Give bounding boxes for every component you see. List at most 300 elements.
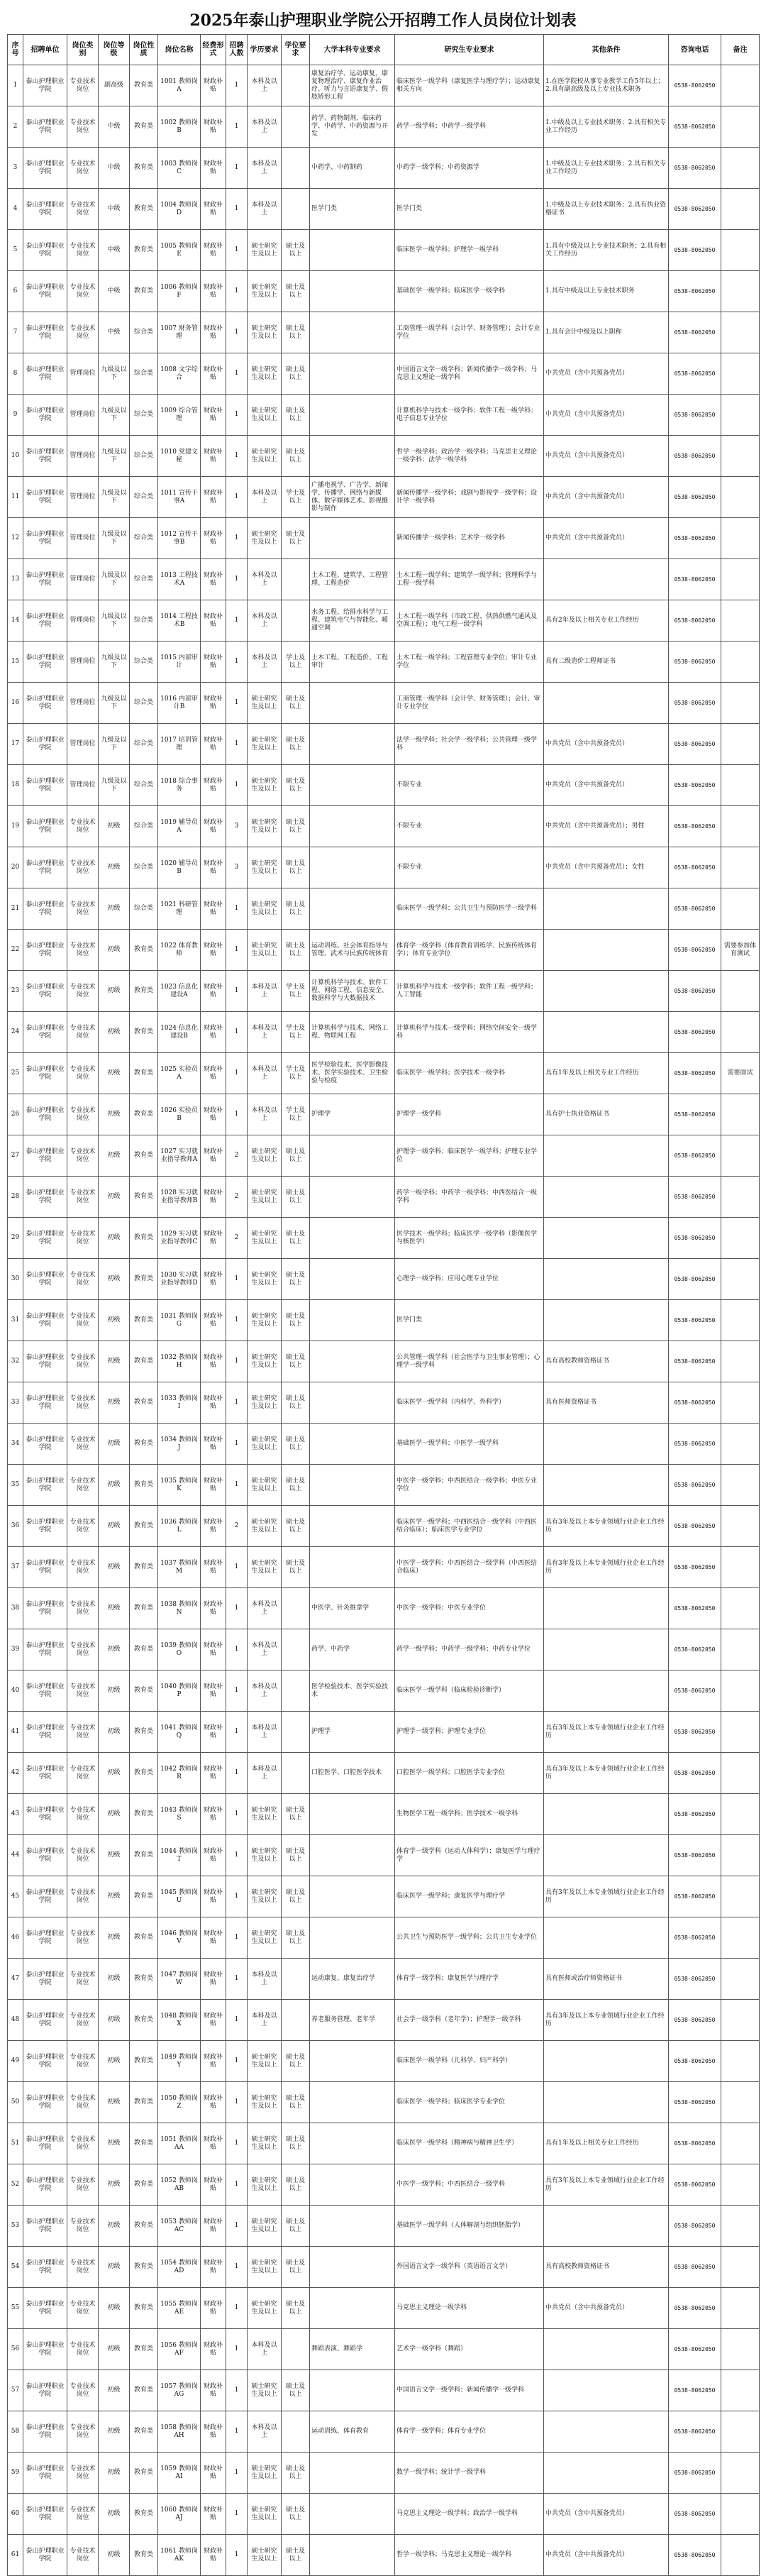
table-cell: 12	[8, 518, 23, 559]
table-cell	[721, 353, 760, 395]
table-cell: 13	[8, 559, 23, 600]
table-cell	[310, 2494, 395, 2535]
table-cell: 教育类	[130, 2411, 158, 2453]
table-cell: 初级	[99, 888, 130, 930]
table-cell: 硕士研究生及以上	[248, 1177, 282, 1218]
table-cell: 体育学一级学科（体育教育训练学、民族传统体育学）；体育专业学位	[395, 930, 544, 971]
table-cell: 1002 教师岗B	[158, 106, 201, 148]
table-cell: 药学一级学科；中药学一级学科	[395, 106, 544, 148]
table-cell: 1	[8, 65, 23, 106]
table-cell: 药学一级学科；中药学一级学科；中西医结合一级学科	[395, 1177, 544, 1218]
table-row	[8, 271, 760, 312]
table-cell: 1	[226, 2288, 248, 2329]
table-cell: 教育类	[130, 1712, 158, 1753]
table-cell: 泰山护理职业学院	[23, 1465, 67, 1506]
table-cell: 49	[8, 2041, 23, 2082]
table-cell: 硕士及以上	[282, 806, 310, 847]
table-cell: 管理岗位	[67, 436, 99, 477]
table-cell: 教育类	[130, 106, 158, 148]
table-cell: 泰山护理职业学院	[23, 477, 67, 518]
table-cell	[544, 1629, 669, 1670]
table-cell	[721, 518, 760, 559]
table-cell	[282, 1670, 310, 1712]
table-cell: 硕士研究生及以上	[248, 2247, 282, 2288]
table-cell: 61	[8, 2535, 23, 2576]
table-cell	[544, 2370, 669, 2411]
table-cell: 财政补贴	[201, 642, 226, 683]
table-cell: 运动康复、康复治疗学	[310, 1959, 395, 2000]
table-cell: 专业技术岗位	[67, 230, 99, 271]
table-cell	[721, 65, 760, 106]
table-cell	[310, 1341, 395, 1382]
table-cell: 硕士研究生及以上	[248, 724, 282, 765]
table-cell: 财政补贴	[201, 312, 226, 353]
table-cell: 0538-8062050	[669, 2453, 721, 2494]
table-cell: 基础医学一级学科；临床医学一级学科	[395, 271, 544, 312]
table-cell: 硕士及以上	[282, 930, 310, 971]
table-cell: 硕士及以上	[282, 1876, 310, 1917]
column-header: 大学本科专业要求	[310, 35, 395, 65]
table-cell	[310, 683, 395, 724]
table-cell: 泰山护理职业学院	[23, 930, 67, 971]
table-cell: 财政补贴	[201, 1053, 226, 1094]
table-cell: 硕士及以上	[282, 2123, 310, 2164]
table-cell: 专业技术岗位	[67, 971, 99, 1012]
table-cell: 0538-8062050	[669, 477, 721, 518]
table-cell: 1008 文字综合	[158, 353, 201, 395]
table-cell: 教育类	[130, 1382, 158, 1424]
table-cell: 1028 实习就业指导教师B	[158, 1177, 201, 1218]
table-cell: 专业技术岗位	[67, 847, 99, 888]
table-cell: 0538-8062050	[669, 2494, 721, 2535]
table-cell: 专业技术岗位	[67, 189, 99, 230]
table-cell	[721, 1300, 760, 1341]
table-cell: 护理学	[310, 1094, 395, 1135]
table-cell: 硕士研究生及以上	[248, 1835, 282, 1876]
table-row	[8, 1670, 760, 1712]
table-cell: 1013 工程技术A	[158, 559, 201, 600]
table-cell: 泰山护理职业学院	[23, 600, 67, 642]
table-cell: 教育类	[130, 65, 158, 106]
table-cell: 51	[8, 2123, 23, 2164]
table-cell: 硕士及以上	[282, 312, 310, 353]
table-cell: 综合类	[130, 312, 158, 353]
table-cell: 硕士研究生及以上	[248, 1424, 282, 1465]
table-cell: 初级	[99, 1341, 130, 1382]
table-cell: 0538-8062050	[669, 1588, 721, 1629]
table-cell: 1004 教师岗D	[158, 189, 201, 230]
table-cell: 硕士研究生及以上	[248, 847, 282, 888]
table-cell	[721, 642, 760, 683]
table-cell: 护理学一级学科	[395, 1094, 544, 1135]
table-cell: 财政补贴	[201, 1794, 226, 1835]
table-cell: 泰山护理职业学院	[23, 1135, 67, 1177]
table-cell: 硕士及以上	[282, 395, 310, 436]
table-cell: 专业技术岗位	[67, 2411, 99, 2453]
table-cell: 中国语言文学一级学科；新闻传播学一级学科	[395, 2370, 544, 2411]
table-cell: 0538-8062050	[669, 1753, 721, 1794]
table-row	[8, 1712, 760, 1753]
table-cell: 综合类	[130, 518, 158, 559]
table-cell: 财政补贴	[201, 148, 226, 189]
table-cell: 硕士研究生及以上	[248, 2164, 282, 2206]
table-cell: 初级	[99, 2329, 130, 2370]
table-cell	[310, 2247, 395, 2288]
table-cell: 教育类	[130, 2288, 158, 2329]
table-cell: 0538-8062050	[669, 2329, 721, 2370]
table-cell: 临床医学一级学科（临床检验诊断学）	[395, 1670, 544, 1712]
table-cell: 综合类	[130, 600, 158, 642]
table-cell: 1.具有中级及以上专业技术职务；2.具有相关工作经历	[544, 230, 669, 271]
table-cell: 1048 教师岗X	[158, 2000, 201, 2041]
table-cell: 3	[8, 148, 23, 189]
table-cell: 1027 实习就业指导教师A	[158, 1135, 201, 1177]
table-cell: 21	[8, 888, 23, 930]
table-cell: 中级	[99, 271, 130, 312]
table-cell	[310, 765, 395, 806]
table-cell: 综合类	[130, 436, 158, 477]
table-cell: 0538-8062050	[669, 888, 721, 930]
table-cell: 硕士及以上	[282, 1794, 310, 1835]
table-cell	[544, 683, 669, 724]
table-row	[8, 1876, 760, 1917]
table-cell: 1054 教师岗AD	[158, 2247, 201, 2288]
table-cell: 专业技术岗位	[67, 1135, 99, 1177]
table-cell: 0538-8062050	[669, 1300, 721, 1341]
table-cell	[282, 1753, 310, 1794]
table-cell: 18	[8, 765, 23, 806]
table-cell: 1025 实验员A	[158, 1053, 201, 1094]
table-cell: 初级	[99, 2411, 130, 2453]
table-cell: 具有3年及以上本专业领域行业企业工作经历	[544, 1506, 669, 1547]
table-cell: 初级	[99, 2535, 130, 2576]
table-cell: 0538-8062050	[669, 1465, 721, 1506]
table-cell: 1041 教师岗Q	[158, 1712, 201, 1753]
table-cell	[282, 559, 310, 600]
table-cell	[544, 1917, 669, 1959]
table-cell	[721, 1259, 760, 1300]
table-cell: 工商管理一级学科（会计学、财务管理）；会计专业学位	[395, 312, 544, 353]
table-cell: 1044 教师岗T	[158, 1835, 201, 1876]
table-cell: 财政补贴	[201, 2247, 226, 2288]
table-cell: 财政补贴	[201, 518, 226, 559]
table-cell: 专业技术岗位	[67, 1547, 99, 1588]
table-cell: 九级及以下	[99, 353, 130, 395]
table-cell: 硕士及以上	[282, 2453, 310, 2494]
table-cell: 初级	[99, 2206, 130, 2247]
table-cell: 具有3年及以上本专业领域行业企业工作经历	[544, 1753, 669, 1794]
table-cell: 泰山护理职业学院	[23, 724, 67, 765]
table-cell: 57	[8, 2370, 23, 2411]
table-cell: 财政补贴	[201, 477, 226, 518]
table-cell: 学士及以上	[282, 642, 310, 683]
table-cell: 医学门类	[395, 1300, 544, 1341]
table-cell: 0538-8062050	[669, 1259, 721, 1300]
table-row	[8, 1588, 760, 1629]
table-cell: 具有医师或治疗师资格证书	[544, 1959, 669, 2000]
table-cell: 管理岗位	[67, 765, 99, 806]
table-cell	[544, 1300, 669, 1341]
table-cell: 财政补贴	[201, 2082, 226, 2123]
table-cell: 1018 综合事务	[158, 765, 201, 806]
table-cell: 硕士研究生及以上	[248, 2535, 282, 2576]
table-cell: 1	[226, 2329, 248, 2370]
table-cell: 1	[226, 1259, 248, 1300]
table-cell	[282, 1712, 310, 1753]
table-cell: 硕士研究生及以上	[248, 312, 282, 353]
table-cell: 财政补贴	[201, 106, 226, 148]
table-cell: 管理岗位	[67, 477, 99, 518]
table-cell: 专业技术岗位	[67, 806, 99, 847]
table-cell: 泰山护理职业学院	[23, 1177, 67, 1218]
table-cell: 0538-8062050	[669, 1177, 721, 1218]
table-cell: 31	[8, 1300, 23, 1341]
table-cell: 本科及以上	[248, 2411, 282, 2453]
table-cell: 22	[8, 930, 23, 971]
table-cell: 专业技术岗位	[67, 2206, 99, 2247]
table-cell: 财政补贴	[201, 353, 226, 395]
table-cell: 1057 教师岗AG	[158, 2370, 201, 2411]
table-cell: 41	[8, 1712, 23, 1753]
table-cell: 财政补贴	[201, 2000, 226, 2041]
table-cell: 1	[226, 189, 248, 230]
table-cell: 1038 教师岗N	[158, 1588, 201, 1629]
table-cell: 本科及以上	[248, 1588, 282, 1629]
table-row	[8, 518, 760, 559]
table-cell: 财政补贴	[201, 2288, 226, 2329]
table-cell: 中共党员（含中共预备党员）	[544, 765, 669, 806]
table-cell	[721, 2535, 760, 2576]
table-cell: 1019 辅导员A	[158, 806, 201, 847]
table-cell: 泰山护理职业学院	[23, 2082, 67, 2123]
table-row	[8, 2494, 760, 2535]
table-cell: 泰山护理职业学院	[23, 65, 67, 106]
table-cell: 1010 党建文秘	[158, 436, 201, 477]
table-row	[8, 1094, 760, 1135]
table-cell: 管理岗位	[67, 395, 99, 436]
table-cell: 综合类	[130, 724, 158, 765]
table-cell: 本科及以上	[248, 189, 282, 230]
table-cell: 教育类	[130, 1177, 158, 1218]
table-cell: 硕士研究生及以上	[248, 1465, 282, 1506]
table-cell	[721, 2000, 760, 2041]
table-row	[8, 1917, 760, 1959]
table-cell: 硕士研究生及以上	[248, 230, 282, 271]
table-cell: 泰山护理职业学院	[23, 1588, 67, 1629]
table-cell: 1003 教师岗C	[158, 148, 201, 189]
table-cell	[721, 888, 760, 930]
table-row	[8, 395, 760, 436]
table-cell: 教育类	[130, 930, 158, 971]
table-cell	[544, 1424, 669, 1465]
table-cell: 1032 教师岗H	[158, 1341, 201, 1382]
table-cell: 硕士及以上	[282, 683, 310, 724]
table-cell: 1	[226, 642, 248, 683]
table-cell: 泰山护理职业学院	[23, 2370, 67, 2411]
table-cell: 计算机科学与技术一级学科；软件工程一级学科；电子信息专业学位	[395, 395, 544, 436]
table-cell: 1	[226, 2000, 248, 2041]
table-cell	[721, 436, 760, 477]
table-cell: 0538-8062050	[669, 1547, 721, 1588]
table-cell: 0538-8062050	[669, 559, 721, 600]
table-cell	[721, 806, 760, 847]
table-cell: 财政补贴	[201, 1465, 226, 1506]
table-cell	[721, 1177, 760, 1218]
table-cell: 泰山护理职业学院	[23, 559, 67, 600]
table-cell: 2	[226, 1218, 248, 1259]
table-cell: 泰山护理职业学院	[23, 1259, 67, 1300]
table-cell: 1	[226, 477, 248, 518]
table-cell	[310, 1506, 395, 1547]
table-cell: 0538-8062050	[669, 847, 721, 888]
table-cell: 财政补贴	[201, 2206, 226, 2247]
table-cell: 1059 教师岗AI	[158, 2453, 201, 2494]
table-cell: 财政补贴	[201, 1424, 226, 1465]
table-cell	[721, 1712, 760, 1753]
table-cell: 1043 教师岗S	[158, 1794, 201, 1835]
table-cell: 0538-8062050	[669, 353, 721, 395]
table-cell: 1045 教师岗U	[158, 1876, 201, 1917]
table-cell	[310, 1835, 395, 1876]
table-row	[8, 930, 760, 971]
table-cell: 中共党员（含中共预备党员）	[544, 724, 669, 765]
table-cell: 教育类	[130, 1259, 158, 1300]
table-cell: 初级	[99, 1094, 130, 1135]
table-cell: 29	[8, 1218, 23, 1259]
table-cell: 财政补贴	[201, 189, 226, 230]
table-cell: 专业技术岗位	[67, 1053, 99, 1094]
table-cell: 医学门类	[310, 189, 395, 230]
table-cell: 财政补贴	[201, 806, 226, 847]
table-cell: 硕士及以上	[282, 2494, 310, 2535]
table-cell: 1039 教师岗O	[158, 1629, 201, 1670]
table-cell: 初级	[99, 1876, 130, 1917]
table-cell: 专业技术岗位	[67, 1794, 99, 1835]
table-cell: 护理学	[310, 1712, 395, 1753]
table-cell: 本科及以上	[248, 1959, 282, 2000]
table-cell	[721, 847, 760, 888]
table-row	[8, 1753, 760, 1794]
table-cell: 1	[226, 1629, 248, 1670]
table-cell: 财政补贴	[201, 395, 226, 436]
table-row	[8, 1259, 760, 1300]
table-cell: 管理岗位	[67, 600, 99, 642]
table-cell: 专业技术岗位	[67, 1341, 99, 1382]
column-header: 招聘单位	[23, 35, 67, 65]
table-cell: 泰山护理职业学院	[23, 2494, 67, 2535]
table-cell: 1047 教师岗W	[158, 1959, 201, 2000]
table-cell: 1	[226, 1794, 248, 1835]
table-cell: 0538-8062050	[669, 1835, 721, 1876]
table-cell: 42	[8, 1753, 23, 1794]
table-row	[8, 724, 760, 765]
table-cell: 1	[226, 930, 248, 971]
table-cell	[282, 2000, 310, 2041]
table-cell: 水务工程、给排水科学与工程、建筑电气与智能化、暖通空调	[310, 600, 395, 642]
table-cell	[721, 971, 760, 1012]
table-cell: 1053 教师岗AC	[158, 2206, 201, 2247]
table-cell: 本科及以上	[248, 1712, 282, 1753]
table-cell: 中共党员（含中共预备党员）	[544, 477, 669, 518]
table-row	[8, 2411, 760, 2453]
table-cell: 初级	[99, 2453, 130, 2494]
table-cell: 中医学一级学科；中西医结合一级学科（中西医结合临床）	[395, 1547, 544, 1588]
table-cell	[544, 930, 669, 971]
table-cell: 具有高校教师资格证书	[544, 2247, 669, 2288]
table-cell	[544, 2453, 669, 2494]
table-cell	[721, 1794, 760, 1835]
table-cell	[721, 1917, 760, 1959]
table-cell	[721, 2164, 760, 2206]
table-cell: 泰山护理职业学院	[23, 2041, 67, 2082]
table-cell: 1042 教师岗R	[158, 1753, 201, 1794]
column-header: 学位要求	[282, 35, 310, 65]
table-cell: 舞蹈表演、舞蹈学	[310, 2329, 395, 2370]
table-cell: 管理岗位	[67, 559, 99, 600]
table-cell: 0538-8062050	[669, 271, 721, 312]
table-cell: 马克思主义理论一级学科；政治学一级学科	[395, 2494, 544, 2535]
table-cell: 体育学一级学科；体育专业学位	[395, 2411, 544, 2453]
table-cell: 土木工程一级学科；工程管理专业学位；审计专业学位	[395, 642, 544, 683]
table-cell: 心理学一级学科；应用心理专业学位	[395, 1259, 544, 1300]
table-cell: 硕士研究生及以上	[248, 395, 282, 436]
table-cell: 专业技术岗位	[67, 888, 99, 930]
table-cell	[721, 148, 760, 189]
table-cell: 硕士研究生及以上	[248, 2206, 282, 2247]
table-cell: 0538-8062050	[669, 312, 721, 353]
table-cell: 财政补贴	[201, 230, 226, 271]
table-cell: 硕士研究生及以上	[248, 2041, 282, 2082]
table-cell: 专业技术岗位	[67, 1629, 99, 1670]
table-cell: 财政补贴	[201, 847, 226, 888]
table-cell: 硕士及以上	[282, 1177, 310, 1218]
table-cell: 体育学一级学科；康复医学与理疗学	[395, 1959, 544, 2000]
table-cell: 教育类	[130, 1012, 158, 1053]
table-cell	[282, 1588, 310, 1629]
table-cell: 硕士研究生及以上	[248, 2453, 282, 2494]
table-cell: 1040 教师岗P	[158, 1670, 201, 1712]
table-cell: 初级	[99, 1794, 130, 1835]
table-cell	[721, 395, 760, 436]
table-cell	[721, 106, 760, 148]
table-cell	[310, 847, 395, 888]
table-cell: 计算机科学与技术、软件工程、网络工程、信息安全、数据科学与大数据技术	[310, 971, 395, 1012]
table-cell: 中药学、中药制药	[310, 148, 395, 189]
table-cell	[310, 230, 395, 271]
table-cell: 泰山护理职业学院	[23, 2535, 67, 2576]
table-row	[8, 2535, 760, 2576]
table-cell: 初级	[99, 1835, 130, 1876]
table-cell	[310, 1177, 395, 1218]
table-row	[8, 1835, 760, 1876]
table-cell	[544, 1135, 669, 1177]
table-cell	[721, 1835, 760, 1876]
table-cell: 中级	[99, 230, 130, 271]
table-cell: 15	[8, 642, 23, 683]
table-cell: 泰山护理职业学院	[23, 2453, 67, 2494]
table-cell: 专业技术岗位	[67, 1300, 99, 1341]
table-cell	[544, 1794, 669, 1835]
table-cell	[721, 1670, 760, 1712]
table-cell: 泰山护理职业学院	[23, 1670, 67, 1712]
table-cell	[310, 312, 395, 353]
column-header: 研究生专业要求	[395, 35, 544, 65]
table-cell: 教育类	[130, 1300, 158, 1341]
table-cell: 1012 宣传干事B	[158, 518, 201, 559]
table-cell	[721, 1341, 760, 1382]
table-cell: 教育类	[130, 1053, 158, 1094]
table-cell: 1050 教师岗Z	[158, 2082, 201, 2123]
